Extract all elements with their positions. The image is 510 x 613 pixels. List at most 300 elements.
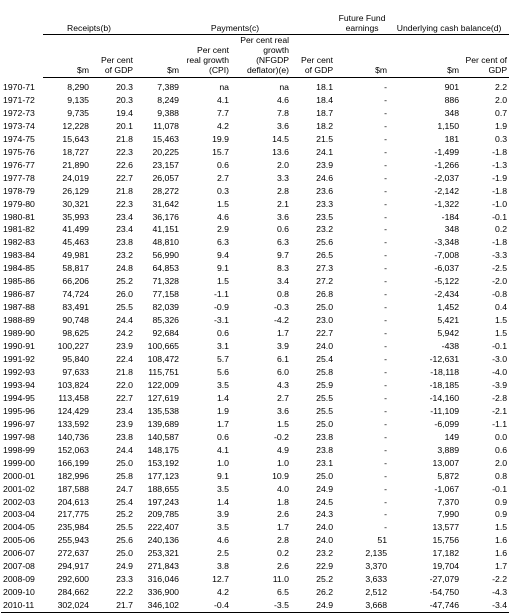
real-growth-cpi-cell: 0.3 [216,185,230,196]
receipts-m-cell: 97,633 [62,366,89,377]
underlying-cash-pct-gdp-cell: -1.9 [492,172,508,183]
year-cell: 1974-75 [3,133,35,144]
receipts-m-cell: 58,817 [62,263,89,274]
underlying-cash-m-cell: 15,756 [432,535,460,546]
underlying-cash-m-cell: -18,185 [429,379,460,390]
table-row [1,198,509,211]
payments-m-cell: 135,538 [147,405,180,416]
year-cell: 2010-11 [1,599,43,612]
table-row [1,431,509,444]
year-cell: 1979-80 [3,198,35,209]
underlying-cash-pct-gdp-cell: -3.9 [492,379,508,390]
underlying-cash-m-cell: 3,889 [437,444,460,455]
receipts-pct-gdp-cell: 20.3 [116,82,134,92]
underlying-cash-pct-gdp-cell: 0.0 [494,431,508,442]
receipts-pct-gdp-cell: 23.4 [116,224,134,235]
future-fund-m-cell: - [384,341,388,352]
receipts-pct-gdp-cell: 22.6 [116,159,134,170]
future-fund-m-header: $m [335,35,389,78]
payments-pct-gdp-cell: 18.4 [316,94,334,105]
receipts-pct-gdp-cell: 21.8 [116,366,134,377]
table-row [1,444,509,457]
receipts-m-cell: 166,199 [57,457,89,468]
table-row [1,262,509,275]
payments-pct-gdp-cell: 24.0 [316,522,334,533]
receipts-pct-gdp-cell: 23.8 [116,237,134,248]
year-cell: 1990-91 [3,341,35,352]
table-row [1,586,509,599]
payments-pct-gdp-cell: 26.8 [316,289,334,300]
receipts-m-cell: 90,748 [62,315,89,326]
real-growth-cpi-cell: 7.7 [216,107,230,118]
table-row [1,366,509,379]
table-row [1,547,509,560]
real-growth-nfgdp-cell: 3.6 [276,211,290,222]
payments-pct-gdp-cell: 25.0 [316,418,334,429]
underlying-cash-m-cell: -47,746 [389,599,461,612]
underlying-cash-m-cell: 19,704 [432,561,460,572]
payments-pct-gdp-header: Per cent of GDP [291,35,335,78]
table-row [1,172,509,185]
underlying-cash-pct-gdp-cell: 0.7 [494,107,508,118]
real-growth-nfgdp-cell: 2.6 [276,561,290,572]
real-growth-nfgdp-cell: -0.3 [274,302,290,313]
future-fund-m-cell: - [384,457,388,468]
payments-m-cell: 153,192 [147,457,180,468]
real-growth-nfgdp-cell: 2.0 [276,159,290,170]
future-fund-m-cell: - [384,354,388,365]
future-fund-m-cell: - [384,418,388,429]
payments-pct-gdp-cell: 18.2 [316,120,334,131]
year-cell: 1985-86 [3,276,35,287]
real-growth-cpi-cell: 1.5 [216,276,230,287]
real-growth-nfgdp-cell: 0.2 [276,548,290,559]
payments-pct-gdp-cell: 25.0 [316,470,334,481]
payments-real-growth-nfgdp-header: Per cent real growth (NFGDP deflator)(e) [231,35,291,78]
receipts-m-cell: 24,019 [62,172,89,183]
payments-pct-gdp-cell: 23.2 [316,548,334,559]
year-cell: 1987-88 [3,302,35,313]
underlying-cash-m-cell: 7,990 [437,509,460,520]
underlying-cash-m-cell: -184 [441,211,460,222]
underlying-cash-m-cell: -18,118 [430,366,460,377]
real-growth-nfgdp-cell: 1.8 [276,496,290,507]
table-row [1,496,509,509]
year-cell: 1978-79 [3,185,35,196]
receipts-m-cell: 284,662 [57,587,89,598]
payments-pct-gdp-cell: 24.1 [316,146,334,157]
real-growth-cpi-cell: 1.7 [216,418,230,429]
year-cell: 1977-78 [3,172,35,183]
underlying-cash-m-cell: 181 [444,133,460,144]
payments-m-cell: 48,810 [152,237,180,248]
payments-m-cell: 71,328 [152,276,180,287]
future-fund-m-cell: - [384,431,388,442]
receipts-m-cell: 95,840 [62,354,89,365]
receipts-pct-gdp-cell: 24.8 [116,263,134,274]
payments-pct-gdp-cell: 23.8 [316,444,334,455]
real-growth-cpi-cell: -0.4 [181,599,231,612]
year-subheader-spacer [1,35,43,78]
future-fund-m-cell: - [384,366,388,377]
receipts-pct-gdp-cell: 25.0 [116,548,134,559]
payments-m-cell: 240,136 [147,535,180,546]
future-fund-m-cell: - [384,444,388,455]
future-fund-m-cell: - [384,146,388,157]
underlying-cash-pct-gdp-cell: -3.0 [492,354,508,365]
underlying-cash-pct-gdp-cell: 0.2 [494,224,508,235]
underlying-cash-balance-group-header: Underlying cash balance(d) [389,0,509,35]
year-cell: 2003-04 [3,509,35,520]
future-fund-m-cell: - [384,263,388,274]
underlying-cash-m-cell: 886 [444,94,460,105]
payments-pct-gdp-cell: 21.5 [316,133,334,144]
payments-pct-gdp-cell: 25.2 [316,574,334,585]
year-cell: 1999-00 [3,457,35,468]
real-growth-nfgdp-cell: -4.2 [274,315,290,326]
future-fund-m-cell: - [384,198,388,209]
receipts-m-cell: 83,491 [62,302,89,313]
table-row [1,599,509,612]
real-growth-nfgdp-cell: 3.9 [276,341,290,352]
receipts-pct-gdp-cell: 22.3 [116,146,134,157]
real-growth-cpi-cell: 1.4 [216,496,230,507]
receipts-m-cell: 74,724 [62,289,89,300]
real-growth-cpi-cell: 4.1 [216,444,230,455]
future-fund-m-cell: - [384,107,388,118]
real-growth-cpi-cell: 4.2 [216,120,230,131]
underlying-cash-pct-gdp-cell: 1.5 [494,522,508,533]
real-growth-nfgdp-cell: 7.8 [276,107,290,118]
payments-pct-gdp-cell: 25.8 [316,366,334,377]
payments-m-cell: 23,157 [152,159,180,170]
table-header [1,0,509,78]
receipts-m-cell: 12,228 [62,120,89,131]
real-growth-nfgdp-cell: 1.5 [276,418,290,429]
underlying-cash-m-cell: -2,142 [434,185,460,196]
receipts-m-cell: 8,290 [67,82,89,92]
underlying-cash-pct-gdp-cell: 2.0 [494,94,508,105]
real-growth-nfgdp-cell: 4.3 [276,379,290,390]
receipts-pct-gdp-cell: 23.9 [116,341,134,352]
future-fund-m-cell: - [384,315,388,326]
real-growth-cpi-cell: 3.5 [216,379,230,390]
real-growth-nfgdp-cell: 6.1 [276,354,290,365]
underlying-cash-pct-gdp-cell: -1.1 [492,418,508,429]
receipts-pct-gdp-cell: 25.2 [116,276,134,287]
real-growth-nfgdp-cell: na [279,82,290,92]
underlying-cash-pct-gdp-cell: -2.8 [492,392,508,403]
payments-pct-gdp-cell: 25.9 [316,379,334,390]
underlying-cash-m-cell: -6,099 [434,418,460,429]
payments-pct-gdp-cell: 25.6 [316,237,334,248]
underlying-cash-pct-gdp-cell: -2.1 [492,405,508,416]
table-row [1,560,509,573]
real-growth-nfgdp-cell: 2.8 [276,535,290,546]
year-cell: 1976-77 [3,159,35,170]
payments-pct-gdp-cell: 23.3 [316,198,334,209]
underlying-cash-pct-gdp-cell: -2.2 [492,574,508,585]
table-row [1,457,509,470]
future-fund-m-cell: 2,512 [365,587,388,598]
underlying-cash-pct-gdp-cell: 1.5 [494,315,508,326]
future-fund-m-cell: - [384,276,388,287]
receipts-m-header: $m [43,35,91,78]
underlying-cash-m-cell: -1,266 [434,159,460,170]
year-cell: 1988-89 [3,315,35,326]
receipts-m-cell: 18,727 [62,146,89,157]
table-row [1,327,509,340]
underlying-cash-m-cell: 13,007 [432,457,460,468]
real-growth-nfgdp-cell: 4.9 [276,444,290,455]
real-growth-cpi-cell: 9.1 [216,470,230,481]
receipts-m-cell: 98,625 [62,328,89,339]
receipts-m-cell: 294,917 [57,561,89,572]
table-row [1,81,509,94]
real-growth-nfgdp-cell: 2.7 [276,392,290,403]
payments-m-cell: 253,321 [147,548,180,559]
payments-m-cell: 85,326 [152,315,180,326]
real-growth-nfgdp-cell: 2.6 [276,509,290,520]
real-growth-nfgdp-cell: 6.5 [276,587,290,598]
payments-m-cell: 139,689 [147,418,180,429]
underlying-cash-m-cell: -2,434 [434,289,460,300]
payments-pct-gdp-cell: 25.4 [316,354,334,365]
receipts-m-cell: 182,996 [57,470,89,481]
real-growth-cpi-cell: 19.9 [212,133,230,144]
payments-m-cell: 100,665 [147,341,180,352]
receipts-m-cell: 124,429 [57,405,89,416]
year-cell: 1984-85 [3,263,35,274]
year-cell: 1981-82 [3,224,35,235]
future-fund-m-cell: 3,370 [365,561,388,572]
table-row [1,521,509,534]
underlying-cash-m-cell: 149 [444,431,460,442]
future-fund-m-cell: - [384,94,388,105]
year-cell: 1982-83 [3,237,35,248]
year-cell: 2006-07 [3,548,35,559]
year-cell: 1986-87 [3,289,35,300]
future-fund-m-cell: - [384,211,388,222]
receipts-m-cell: 235,984 [57,522,89,533]
real-growth-cpi-cell: -1.1 [214,289,230,300]
underlying-cash-m-header: $m [389,35,461,78]
payments-m-cell: 222,407 [147,522,180,533]
real-growth-cpi-cell: 4.2 [216,587,230,598]
underlying-cash-m-cell: 17,182 [432,548,460,559]
underlying-cash-m-cell: 1,150 [437,120,460,131]
receipts-m-cell: 49,981 [62,250,89,261]
payments-pct-gdp-cell: 24.0 [316,341,334,352]
receipts-m-cell: 100,227 [57,341,89,352]
receipts-pct-gdp-cell: 22.7 [116,172,134,183]
future-fund-m-cell: - [384,237,388,248]
payments-m-cell: 7,389 [157,82,180,92]
future-fund-m-cell: - [384,470,388,481]
real-growth-cpi-cell: 4.6 [216,211,230,222]
payments-m-cell: 82,039 [152,302,180,313]
receipts-m-cell: 103,824 [57,379,89,390]
table-row [1,301,509,314]
table-row [1,159,509,172]
payments-m-cell: 122,009 [147,379,180,390]
underlying-cash-m-cell: -54,750 [429,587,460,598]
year-cell: 2001-02 [3,483,35,494]
real-growth-cpi-cell: -0.9 [214,302,230,313]
receipts-pct-gdp-cell: 24.7 [116,483,134,494]
receipts-m-cell: 152,063 [57,444,89,455]
real-growth-cpi-cell: 2.7 [216,172,230,183]
underlying-cash-m-cell: -14,160 [429,392,460,403]
payments-pct-gdp-cell: 24.3 [316,509,334,520]
table-row [1,133,509,146]
receipts-m-cell: 217,775 [57,509,89,520]
underlying-cash-pct-gdp-cell: -4.3 [492,587,508,598]
future-fund-group-header: Future Fund earnings [335,0,389,35]
underlying-cash-m-cell: -12,631 [429,354,460,365]
real-growth-nfgdp-cell: 1.0 [276,457,290,468]
receipts-m-cell: 187,588 [57,483,89,494]
table-row [1,249,509,262]
underlying-cash-pct-gdp-cell: -0.8 [492,289,508,300]
real-growth-cpi-cell: 9.1 [216,263,230,274]
real-growth-nfgdp-cell: 9.7 [276,250,290,261]
underlying-cash-pct-gdp-cell: 1.6 [494,535,508,546]
underlying-cash-pct-gdp-cell: -2.5 [492,263,508,274]
payments-m-cell: 26,057 [152,172,180,183]
future-fund-m-cell: - [384,522,388,533]
underlying-cash-m-cell: -438 [441,341,460,352]
receipts-pct-gdp-cell: 22.7 [116,392,134,403]
year-cell: 1989-90 [3,328,35,339]
payments-pct-gdp-cell: 24.0 [316,535,334,546]
payments-real-growth-cpi-header: Per cent real growth (CPI) [181,35,231,78]
underlying-cash-pct-gdp-cell: 1.5 [494,328,508,339]
table-row [1,146,509,159]
table-row [1,392,509,405]
payments-pct-gdp-cell: 25.5 [316,392,334,403]
real-growth-cpi-cell: 3.8 [216,561,230,572]
year-cell: 1975-76 [3,146,35,157]
table-row [1,573,509,586]
payments-m-cell: 127,619 [147,392,180,403]
real-growth-nfgdp-cell: 3.6 [276,120,290,131]
year-cell: 2007-08 [3,561,35,572]
payments-pct-gdp-cell: 24.5 [316,496,334,507]
real-growth-nfgdp-cell: -3.5 [231,599,291,612]
underlying-cash-pct-gdp-cell: 1.7 [494,561,508,572]
payments-m-cell: 41,151 [152,224,180,235]
year-cell: 2004-05 [3,522,35,533]
underlying-cash-m-cell: -27,079 [429,574,460,585]
payments-m-cell: 148,175 [147,444,180,455]
payments-pct-gdp-cell: 27.3 [316,263,334,274]
receipts-m-cell: 255,943 [57,535,89,546]
underlying-cash-pct-gdp-cell: 0.3 [494,133,508,144]
receipts-pct-gdp-cell: 24.2 [116,328,134,339]
receipts-m-cell: 204,613 [57,496,89,507]
real-growth-cpi-cell: 3.5 [216,483,230,494]
underlying-cash-pct-gdp-header: Per cent of GDP [461,35,509,78]
payments-m-cell: 271,843 [147,561,180,572]
real-growth-cpi-cell: 3.5 [216,522,230,533]
real-growth-cpi-cell: 9.4 [216,250,230,261]
future-fund-m-cell: - [384,224,388,235]
table-row [1,470,509,483]
underlying-cash-m-cell: 5,421 [437,315,460,326]
payments-m-cell: 346,102 [135,599,181,612]
underlying-cash-m-cell: 13,577 [432,522,460,533]
payments-m-cell: 20,225 [152,146,180,157]
underlying-cash-pct-gdp-cell: 1.6 [494,548,508,559]
receipts-m-cell: 21,890 [62,159,89,170]
receipts-m-cell: 45,463 [62,237,89,248]
year-cell: 1994-95 [3,392,35,403]
real-growth-nfgdp-cell: 1.7 [276,328,290,339]
underlying-cash-m-cell: 901 [444,82,460,92]
payments-pct-gdp-cell: 24.6 [316,172,334,183]
real-growth-cpi-cell: 0.6 [216,431,230,442]
receipts-pct-gdp-cell: 20.3 [116,94,134,105]
receipts-pct-gdp-cell: 25.0 [116,457,134,468]
real-growth-nfgdp-cell: 0.8 [276,289,290,300]
payments-pct-gdp-cell: 24.9 [291,599,335,612]
future-fund-m-cell: - [384,289,388,300]
future-fund-m-cell: - [384,133,388,144]
payments-pct-gdp-cell: 27.2 [316,276,334,287]
payments-m-cell: 77,158 [152,289,180,300]
payments-pct-gdp-cell: 23.9 [316,159,334,170]
receipts-pct-gdp-cell: 24.4 [116,444,134,455]
payments-pct-gdp-cell: 23.8 [316,431,334,442]
future-fund-m-cell: 2,135 [365,548,388,559]
real-growth-nfgdp-cell: 3.4 [276,276,290,287]
real-growth-nfgdp-cell: 14.5 [272,133,290,144]
underlying-cash-m-cell: 5,942 [437,328,460,339]
underlying-cash-pct-gdp-cell: -4.0 [492,366,508,377]
underlying-cash-m-cell: -6,037 [434,263,460,274]
real-growth-cpi-cell: 12.7 [212,574,230,585]
underlying-cash-pct-gdp-cell: 0.9 [494,509,508,520]
payments-pct-gdp-cell: 18.1 [316,82,334,92]
underlying-cash-m-cell: -7,008 [434,250,460,261]
receipts-m-cell: 272,637 [57,548,89,559]
payments-pct-gdp-cell: 18.7 [316,107,334,118]
year-cell: 1992-93 [3,366,35,377]
receipts-pct-gdp-cell: 25.5 [116,302,134,313]
underlying-cash-m-cell: -1,067 [434,483,460,494]
future-fund-m-cell: - [384,496,388,507]
payments-pct-gdp-cell: 23.2 [316,224,334,235]
table-body [1,78,509,613]
payments-m-cell: 11,078 [153,120,180,131]
future-fund-m-cell: - [384,509,388,520]
receipts-pct-gdp-cell: 25.8 [116,470,134,481]
real-growth-cpi-cell: 3.1 [216,341,230,352]
future-fund-m-cell: - [384,328,388,339]
real-growth-cpi-cell: 1.5 [216,198,230,209]
underlying-cash-pct-gdp-cell: -1.8 [492,237,508,248]
year-cell: 1997-98 [3,431,35,442]
underlying-cash-m-cell: -1,499 [434,146,460,157]
payments-m-cell: 31,642 [152,198,180,209]
real-growth-nfgdp-cell: -0.2 [274,431,290,442]
real-growth-cpi-cell: 1.0 [216,457,230,468]
year-cell: 1998-99 [3,444,35,455]
underlying-cash-pct-gdp-cell: 2.0 [494,457,508,468]
receipts-m-cell: 15,643 [62,133,89,144]
underlying-cash-m-cell: 5,872 [437,470,460,481]
